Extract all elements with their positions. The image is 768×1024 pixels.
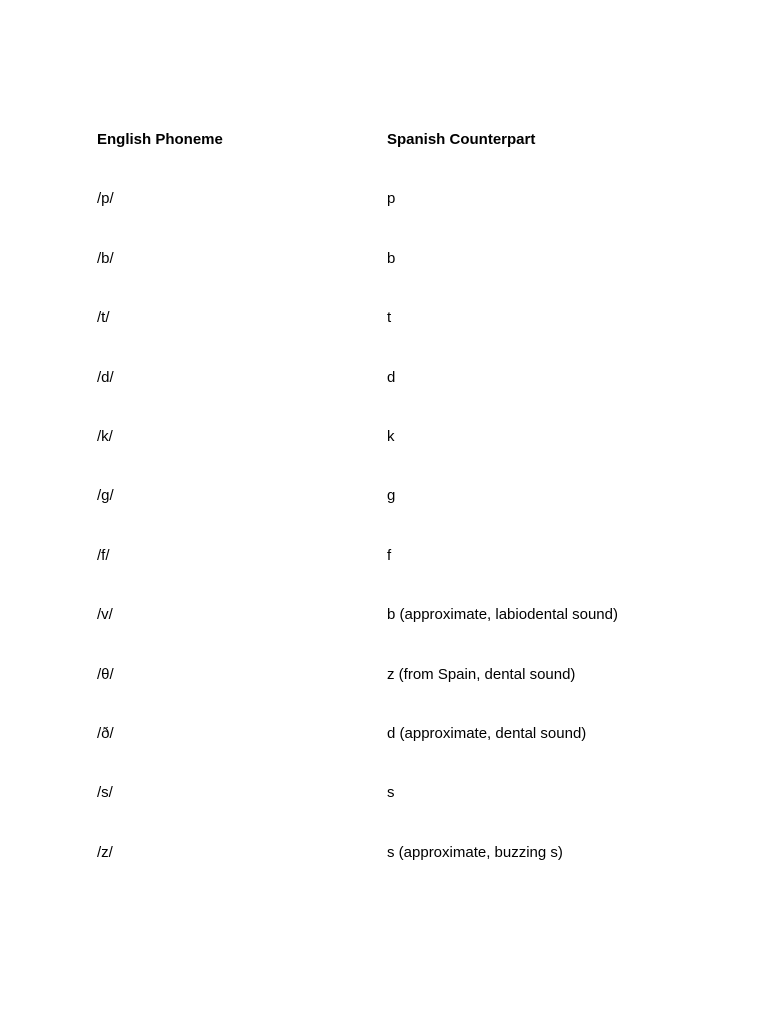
english-phoneme-cell: /t/ — [97, 309, 110, 327]
table-row — [97, 249, 697, 308]
header-english-phoneme: English Phoneme — [97, 131, 223, 148]
english-phoneme-cell: /s/ — [97, 784, 113, 802]
spanish-counterpart-cell: g — [387, 487, 396, 505]
english-phoneme-cell: /θ/ — [97, 665, 114, 683]
english-phoneme-cell: /f/ — [97, 546, 110, 564]
table-row — [97, 605, 697, 664]
table-row — [97, 486, 697, 545]
table-row — [97, 546, 697, 605]
english-phoneme-cell: /z/ — [97, 843, 113, 861]
english-phoneme-cell: /k/ — [97, 427, 113, 445]
spanish-counterpart-cell: s (approximate, buzzing s) — [387, 843, 563, 861]
english-phoneme-cell: /v/ — [97, 606, 113, 624]
english-phoneme-cell: /p/ — [97, 190, 114, 208]
spanish-counterpart-cell: z (from Spain, dental sound) — [387, 665, 576, 683]
english-phoneme-cell: /d/ — [97, 368, 114, 386]
spanish-counterpart-cell: t — [387, 309, 392, 327]
phoneme-table — [97, 130, 697, 902]
header-spanish-counterpart: Spanish Counterpart — [387, 131, 536, 148]
spanish-counterpart-cell: b (approximate, labiodental sound) — [387, 606, 618, 624]
table-row — [97, 427, 697, 486]
table-row — [97, 665, 697, 724]
table-row — [97, 368, 697, 427]
english-phoneme-cell: /g/ — [97, 487, 114, 505]
spanish-counterpart-cell: d (approximate, dental sound) — [387, 724, 587, 742]
spanish-counterpart-cell: s — [387, 784, 395, 802]
spanish-counterpart-cell: f — [387, 546, 392, 564]
spanish-counterpart-cell: k — [387, 427, 395, 445]
english-phoneme-cell: /b/ — [97, 249, 114, 267]
spanish-counterpart-cell: p — [387, 190, 396, 208]
table-row — [97, 724, 697, 783]
spanish-counterpart-cell: d — [387, 368, 396, 386]
table-row — [97, 308, 697, 367]
english-phoneme-cell: /ð/ — [97, 724, 114, 742]
table-header-row — [97, 130, 697, 189]
spanish-counterpart-cell: b — [387, 249, 396, 267]
table-row — [97, 843, 697, 902]
table-row — [97, 189, 697, 248]
table-row — [97, 783, 697, 842]
